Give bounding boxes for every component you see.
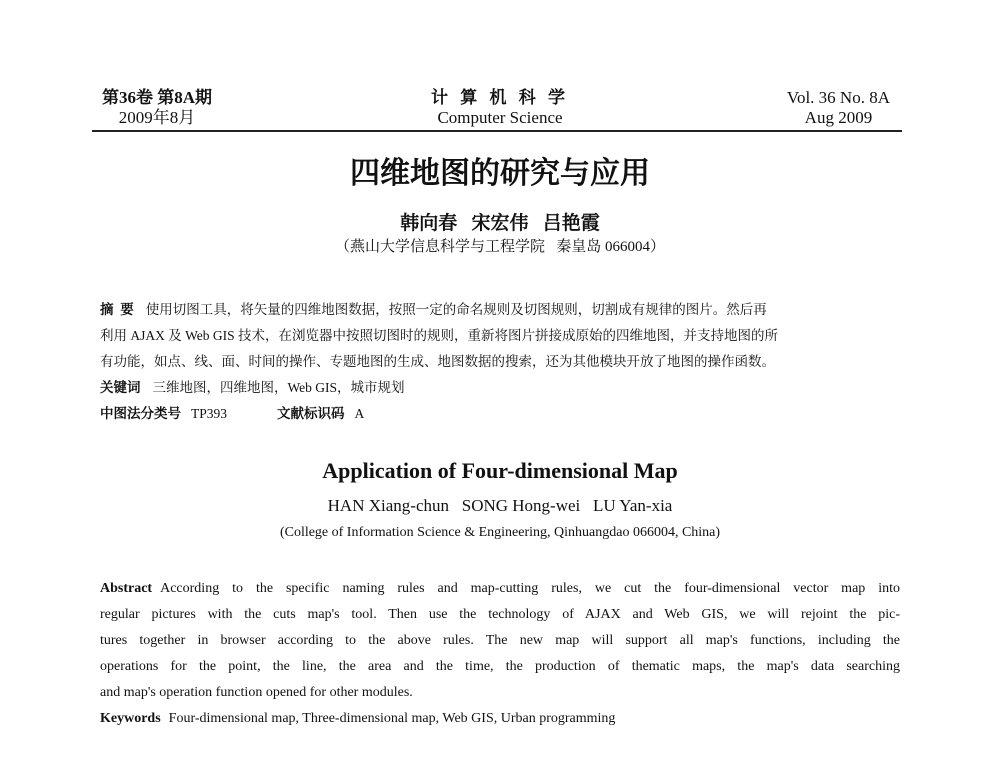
journal-name-en: Computer Science [437, 108, 563, 127]
cn-abstract-line: 使用切图工具，将矢量的四维地图数据，按照一定的命名规则及切图规则，切割成有规律的图片。然后再 [145, 302, 767, 317]
en-keywords: Four-dimensional map, Three-dimensional map, Web GIS, Urban programming [168, 711, 616, 726]
cn-abstract-line: 有功能，如点、线、面、时间的操作、专题地图的生成、地图数据的搜索，还为其他模块开放了地图的操作函数。 [100, 354, 775, 369]
journal-volume-en [787, 88, 890, 128]
en-affiliation: (College of Information Science & Engineering, Qinhuangdao 066004, China) [279, 525, 721, 540]
cn-title: 四维地图的研究与应用 [350, 157, 650, 190]
volume-issue: 第36卷 第8A期 [102, 88, 213, 107]
doc-code: A [354, 406, 365, 421]
en-abstract-line: According to the specific naming rules and map-cutting rules, we cut the four-dimensional vector map into [160, 581, 900, 596]
en-authors: HAN Xiang-chun SONG Hong-wei LU Yan-xia [327, 496, 673, 515]
volume-en: Vol. 36 No. 8A [786, 88, 890, 107]
cn-keywords: 三维地图，四维地图，Web GIS，城市规划 [152, 380, 405, 395]
cn-abstract-label: 摘 要 [100, 302, 134, 317]
clc-code: TP393 [191, 406, 228, 421]
en-keywords-label: Keywords [100, 711, 161, 726]
clc-label: 中图法分类号 [100, 406, 181, 421]
cn-affiliation: （燕山大学信息科学与工程学院 秦皇岛 066004） [334, 239, 665, 255]
en-abstract-line: regular pictures with the cuts map's tool. Then use the technology of AJAX and Web GIS, we will rejoint the pic- [100, 607, 900, 622]
journal-name-cn: 计 算 机 科 学 [431, 88, 569, 107]
issue-date-cn: 2009年8月 [118, 108, 196, 127]
en-abstract-label: Abstract [100, 581, 153, 596]
en-title: Application of Four-dimensional Map [322, 458, 678, 483]
cn-authors: 韩向春 宋宏伟 吕艳霞 [400, 213, 600, 234]
header-rule [92, 130, 902, 132]
issue-date-en: Aug 2009 [804, 108, 873, 127]
doc-code-label: 文献标识码 [277, 406, 345, 421]
en-abstract-line: and map's operation function opened for other modules. [100, 685, 413, 700]
en-abstract-line: operations for the point, the line, the area and the time, the production of thematic maps, the map's data searching [100, 659, 900, 674]
en-abstract-line: tures together in browser according to the above rules. The new map will support all map's functions, including the [100, 633, 900, 648]
cn-keywords-label: 关键词 [100, 380, 141, 395]
cn-abstract-line: 利用 AJAX 及 Web GIS 技术，在浏览器中按照切图时的规则，重新将图片拼接成原始的四维地图，并支持地图的所 [100, 328, 779, 343]
